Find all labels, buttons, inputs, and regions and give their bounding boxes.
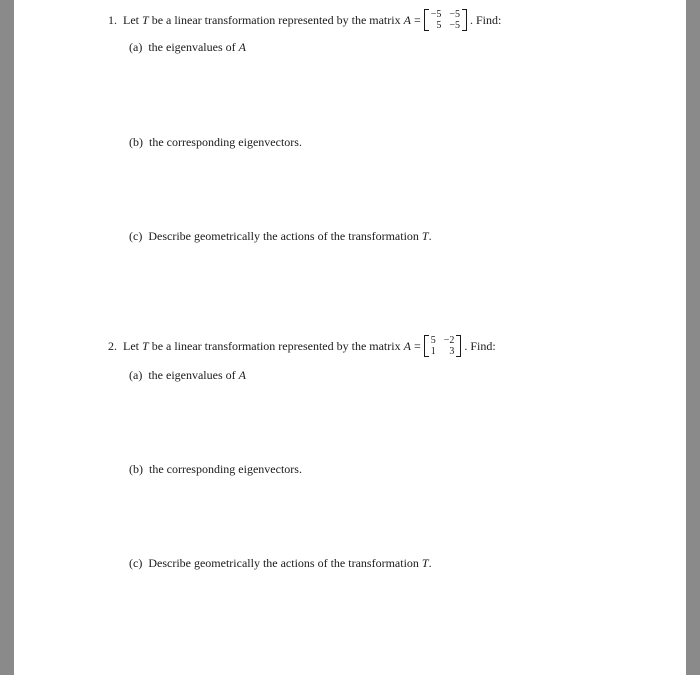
problem-2-matrix-cell: −2 [443,335,455,346]
part-tail: . [428,229,432,243]
problem-2-suffix: . Find: [464,339,496,353]
matrix-right-bracket [462,9,467,31]
problem-2-matrix [424,335,462,357]
part-label: (a) [129,368,143,382]
problem-2-part-a [129,368,246,382]
part-label: (a) [129,40,143,54]
part-tail: . [428,556,432,570]
problem-1-matrix-cell: −5 [430,9,442,20]
problem-1-matrix-grid [429,9,462,31]
problem-2-middle: be a linear transformation represented by the matrix [151,339,401,353]
part-symbol: T [421,556,429,570]
problem-1-number: 1. [108,13,117,27]
problem-2-matrix-cell: 5 [430,335,436,346]
part-text: the corresponding eigenvectors. [149,462,302,476]
problem-2-matrix-cell: 1 [430,346,436,357]
problem-2-statement [108,335,496,357]
problem-1-matrix-cell: −5 [449,9,460,20]
part-label: (c) [129,229,143,243]
problem-2-equals: = [413,339,421,353]
problem-1-symbol-a: A [403,13,411,27]
problem-1-part-b [129,135,302,149]
problem-1-middle: be a linear transformation represented by the matrix [151,13,401,27]
part-label: (b) [129,462,143,476]
part-symbol: T [421,229,429,243]
problem-2-part-b [129,462,302,476]
problem-1-part-a [129,40,246,54]
part-text: the eigenvalues of [148,368,236,382]
problem-1-matrix-cell: −5 [449,20,460,31]
problem-2-matrix-grid [429,335,457,357]
part-symbol: A [238,40,246,54]
problem-1-part-c [129,229,432,243]
problem-1-prefix: Let [123,13,139,27]
matrix-right-bracket [456,335,461,357]
problem-2-number: 2. [108,339,117,353]
part-text: Describe geometrically the actions of the transformation [148,556,419,570]
problem-1-matrix-cell: 5 [436,20,442,31]
part-label: (c) [129,556,143,570]
document-page [14,0,686,675]
part-label: (b) [129,135,143,149]
problem-1-statement [108,9,501,31]
problem-1-matrix [424,9,467,31]
part-text: the corresponding eigenvectors. [149,135,302,149]
problem-1-symbol-t: T [142,13,149,27]
problem-1-suffix: . Find: [470,13,502,27]
problem-1-equals: = [413,13,421,27]
problem-2-symbol-t: T [142,339,149,353]
problem-2-prefix: Let [123,339,139,353]
problem-2-matrix-cell: 3 [449,346,455,357]
part-text: Describe geometrically the actions of the transformation [148,229,419,243]
part-text: the eigenvalues of [148,40,236,54]
problem-2-part-c [129,556,432,570]
problem-2-symbol-a: A [403,339,411,353]
part-symbol: A [238,368,246,382]
